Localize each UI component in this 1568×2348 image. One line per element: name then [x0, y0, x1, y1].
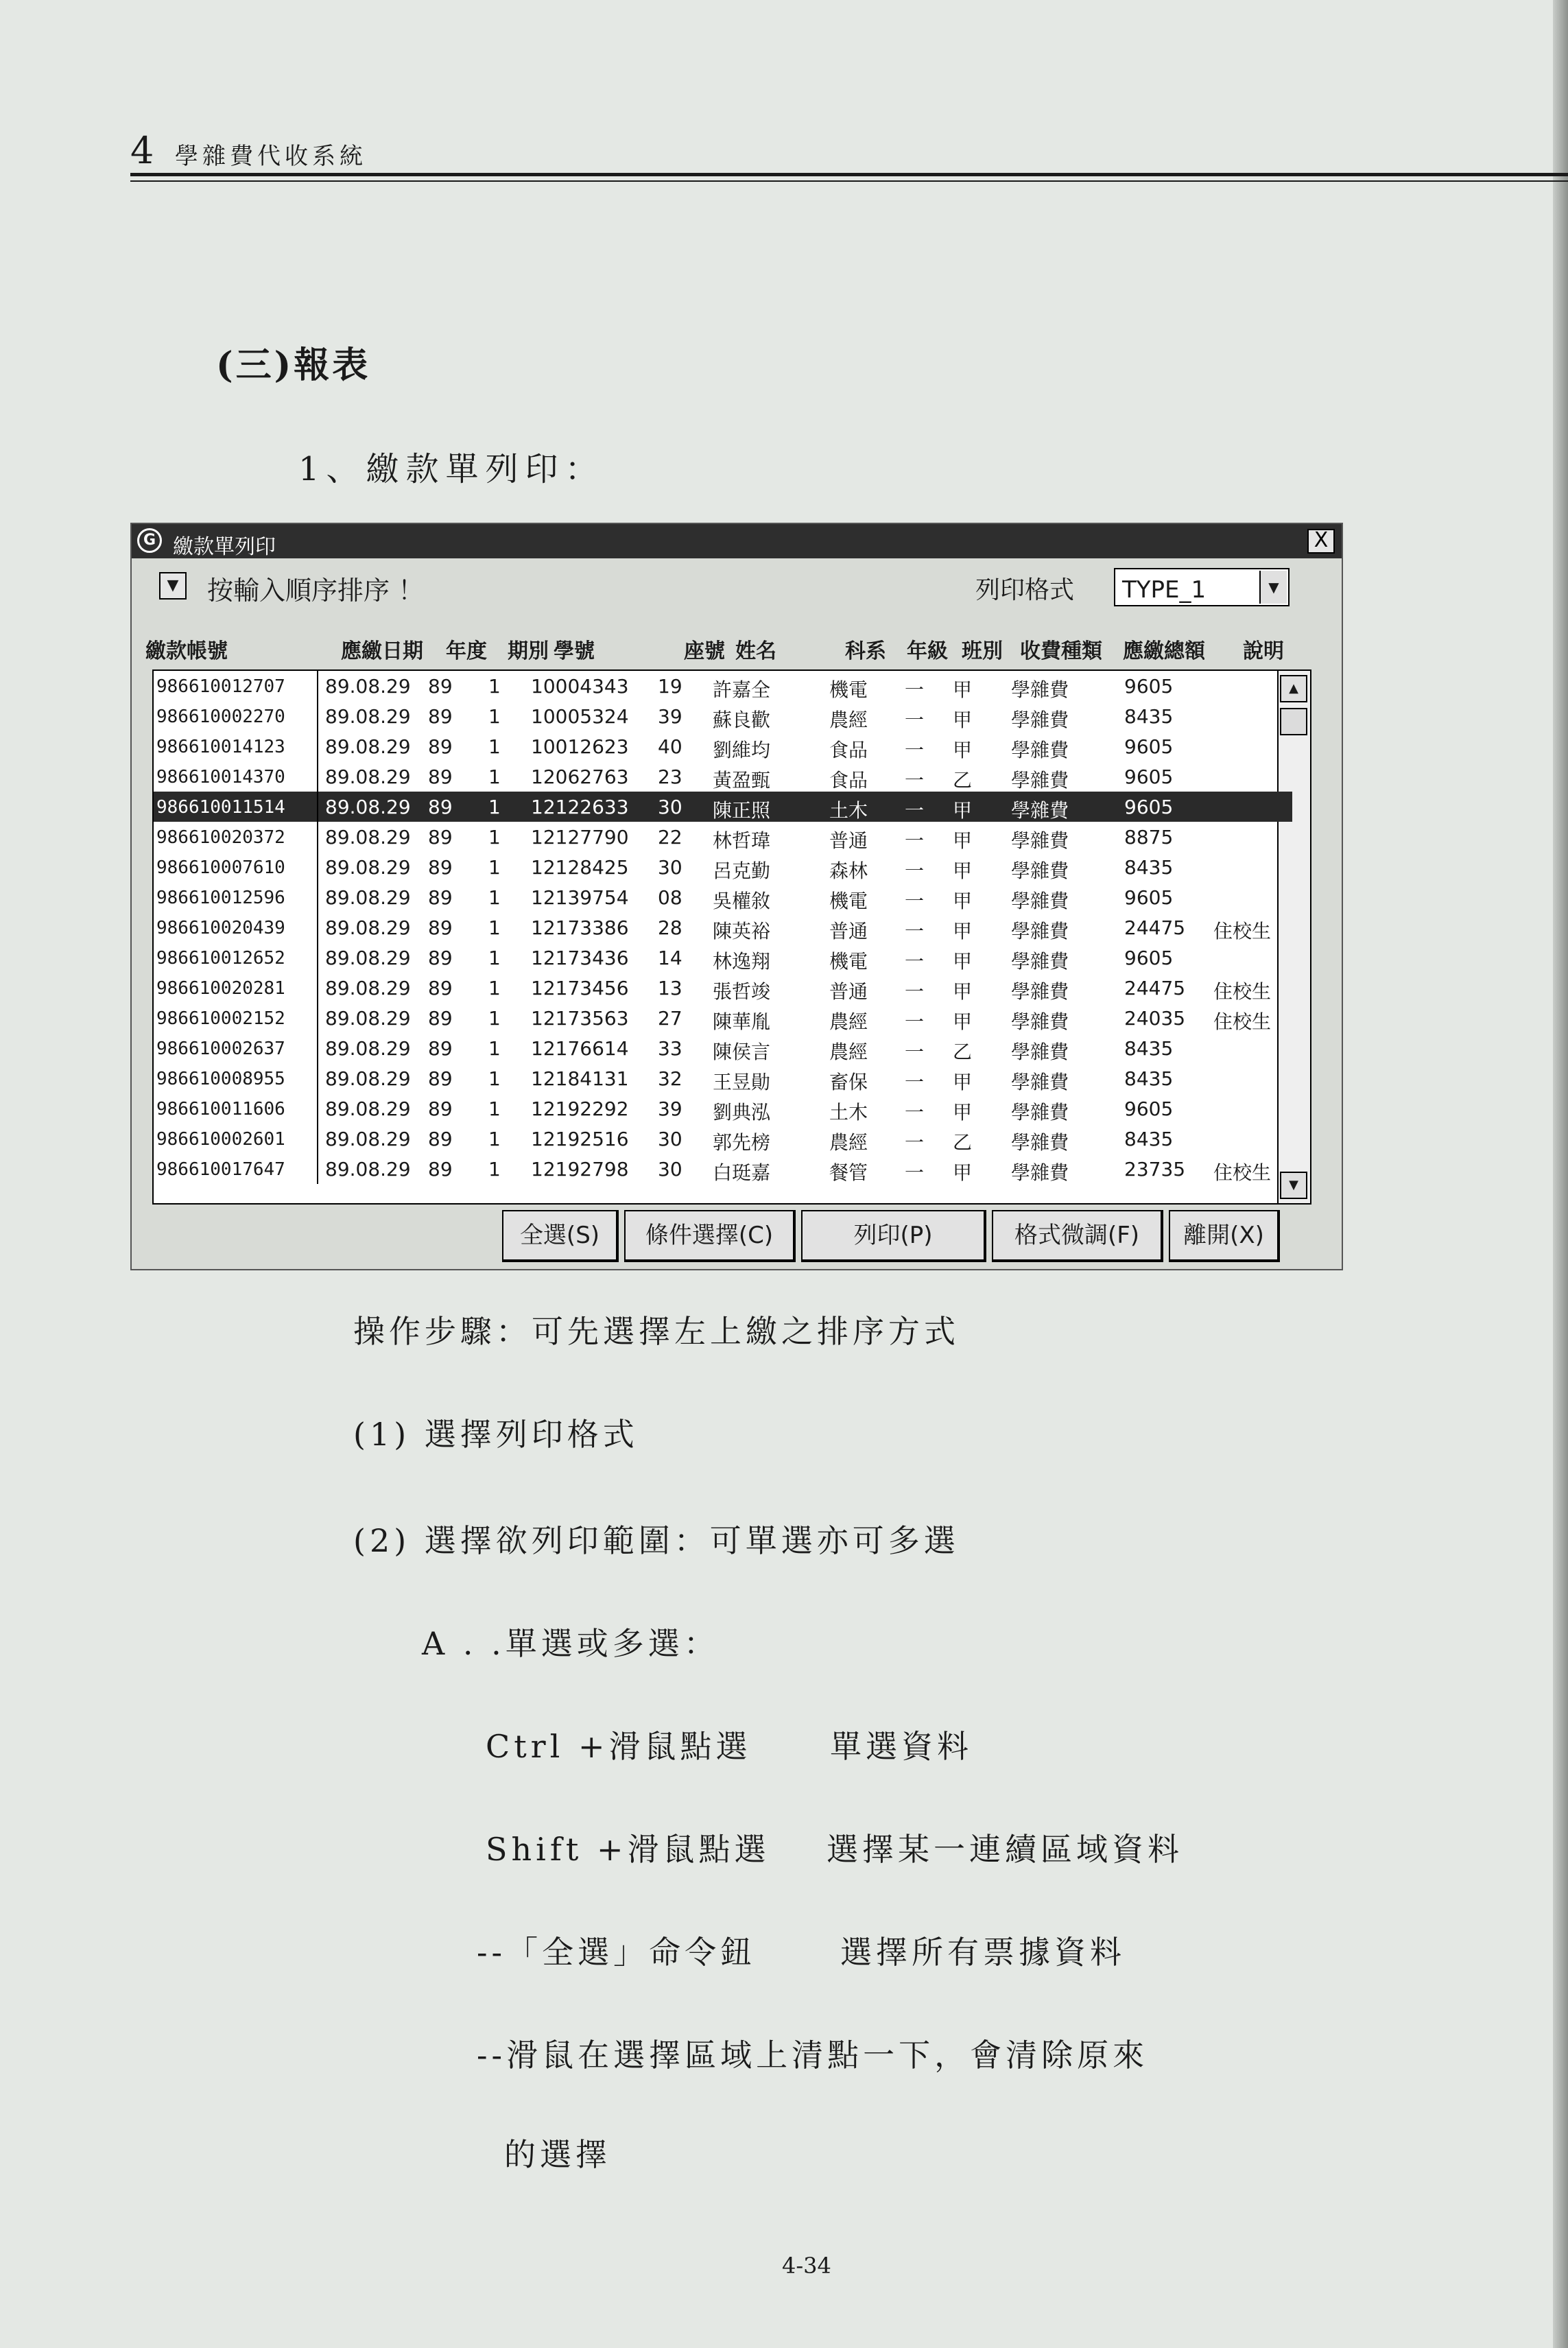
table-cell: 89 — [428, 1098, 453, 1120]
sort-dropdown-button[interactable] — [159, 572, 187, 600]
table-cell: 12139754 — [531, 886, 629, 909]
table-cell: 1 — [488, 1158, 501, 1181]
table-cell: 89 — [428, 766, 453, 788]
table-cell: 學雜費 — [1011, 859, 1069, 882]
table-cell: 10012623 — [531, 735, 629, 758]
table-cell: 986610020372 — [154, 822, 318, 852]
table-cell: 住校生 — [1213, 920, 1272, 942]
table-cell: 學雜費 — [1011, 1010, 1069, 1033]
table-cell: 學雜費 — [1011, 950, 1069, 973]
table-cell: 12184131 — [531, 1067, 629, 1090]
table-cell: 森林 — [829, 859, 868, 882]
table-cell: 甲 — [953, 829, 973, 852]
table-cell: 28 — [658, 916, 682, 939]
format-select[interactable] — [1114, 568, 1290, 606]
column-header: 年度 — [446, 639, 487, 663]
table-cell: 89.08.29 — [325, 826, 411, 849]
table-cell: 23735 — [1124, 1158, 1186, 1181]
table-cell: 甲 — [953, 1071, 973, 1093]
table-cell: 89.08.29 — [325, 1158, 411, 1181]
table-cell: 1 — [488, 1128, 501, 1150]
table-cell: 89.08.29 — [325, 916, 411, 939]
table-cell: 普通 — [829, 829, 868, 852]
step-a: A . .單選或多選： — [422, 1625, 720, 1662]
table-cell: 甲 — [953, 678, 973, 701]
table-cell: 24035 — [1124, 1007, 1186, 1030]
table-cell: 林逸翔 — [713, 950, 771, 973]
table-cell: 89 — [428, 1007, 453, 1030]
column-header: 座號 — [684, 639, 725, 663]
select-all-button[interactable]: 全選(S) — [502, 1210, 619, 1262]
table-cell: 12192292 — [531, 1098, 629, 1120]
table-cell: 王昱勛 — [713, 1071, 771, 1093]
step-1: (1) 選擇列印格式 — [353, 1416, 639, 1453]
table-cell: 一 — [905, 769, 925, 792]
table-cell: 89.08.29 — [325, 735, 411, 758]
table-cell: 986610014370 — [154, 761, 318, 792]
exit-button[interactable]: 離開(X) — [1169, 1210, 1280, 1262]
table-cell: 1 — [488, 675, 501, 698]
table-row[interactable] — [154, 671, 1292, 701]
table-cell: 14 — [658, 947, 682, 969]
table-cell: 土木 — [829, 1101, 868, 1124]
table-cell: 12127790 — [531, 826, 629, 849]
table-cell: 986610017647 — [154, 1154, 318, 1184]
table-row[interactable] — [154, 1154, 1292, 1184]
table-cell: 1 — [488, 826, 501, 849]
shift-key-text: Shift +滑鼠點選 — [486, 1831, 770, 1868]
table-cell: 1 — [488, 916, 501, 939]
table-cell: 986610002637 — [154, 1033, 318, 1063]
table-cell: 1 — [488, 1067, 501, 1090]
column-header: 學號 — [554, 639, 595, 663]
table-cell: 白珽嘉 — [713, 1161, 771, 1184]
table-row[interactable] — [154, 912, 1292, 942]
column-header: 收費種類 — [1020, 639, 1102, 663]
table-cell: 一 — [905, 1131, 925, 1154]
payment-table[interactable] — [152, 669, 1311, 1205]
table-cell: 12192516 — [531, 1128, 629, 1150]
table-cell: 住校生 — [1213, 980, 1272, 1003]
table-cell: 89.08.29 — [325, 1007, 411, 1030]
table-cell: 普通 — [829, 980, 868, 1003]
table-cell: 89.08.29 — [325, 856, 411, 879]
table-row[interactable] — [154, 701, 1292, 731]
table-cell: 一 — [905, 859, 925, 882]
column-header: 姓名 — [735, 639, 776, 663]
table-cell: 9605 — [1124, 766, 1174, 788]
table-cell: 89 — [428, 856, 453, 879]
table-cell: 學雜費 — [1011, 1071, 1069, 1093]
table-cell: 9605 — [1124, 675, 1174, 698]
table-cell: 學雜費 — [1011, 829, 1069, 852]
table-cell: 甲 — [953, 950, 973, 973]
table-cell: 機電 — [829, 950, 868, 973]
table-cell: 甲 — [953, 709, 973, 731]
table-cell: 一 — [905, 1071, 925, 1093]
table-cell: 住校生 — [1213, 1010, 1272, 1033]
table-cell: 一 — [905, 678, 925, 701]
table-cell: 1 — [488, 735, 501, 758]
chapter-title: 學雜費代收系統 — [175, 143, 367, 170]
table-cell: 郭先榜 — [713, 1131, 771, 1154]
table-cell: 39 — [658, 1098, 682, 1120]
chapter-number: 4 — [130, 129, 154, 172]
table-cell: 12176614 — [531, 1037, 629, 1060]
table-cell: 畜保 — [829, 1071, 868, 1093]
table-cell: 13 — [658, 977, 682, 999]
table-cell: 陳侯言 — [713, 1041, 771, 1063]
table-cell: 9605 — [1124, 796, 1174, 818]
table-cell: 23 — [658, 766, 682, 788]
scroll-down-icon[interactable]: ▼ — [1280, 1172, 1307, 1199]
table-cell: 乙 — [953, 1041, 973, 1063]
dialog-titlebar — [132, 524, 1342, 558]
table-cell: 986610008955 — [154, 1063, 318, 1093]
table-cell: 89 — [428, 886, 453, 909]
table-cell: 89 — [428, 796, 453, 818]
page-header — [130, 129, 1568, 187]
table-cell: 986610002152 — [154, 1003, 318, 1033]
table-cell: 986610002270 — [154, 701, 318, 731]
table-cell: 22 — [658, 826, 682, 849]
table-cell: 89.08.29 — [325, 977, 411, 999]
table-cell: 27 — [658, 1007, 682, 1030]
format-label: 列印格式 — [975, 576, 1075, 604]
table-cell: 一 — [905, 920, 925, 942]
dialog-title: 繳款單列印 — [173, 535, 276, 559]
table-cell: 乙 — [953, 769, 973, 792]
table-cell: 1 — [488, 1037, 501, 1060]
header-rule-thin — [130, 180, 1568, 182]
table-cell: 陳正照 — [713, 799, 771, 822]
table-cell: 學雜費 — [1011, 1101, 1069, 1124]
table-cell: 89.08.29 — [325, 705, 411, 728]
table-cell: 89 — [428, 705, 453, 728]
table-cell: 89.08.29 — [325, 766, 411, 788]
table-cell: 1 — [488, 947, 501, 969]
table-cell: 學雜費 — [1011, 799, 1069, 822]
table-cell: 甲 — [953, 799, 973, 822]
table-row[interactable] — [154, 973, 1292, 1003]
table-cell: 一 — [905, 739, 925, 761]
table-row[interactable] — [154, 1093, 1292, 1124]
scroll-up-icon[interactable]: ▲ — [1280, 675, 1307, 702]
table-cell: 19 — [658, 675, 682, 698]
table-cell: 986610011606 — [154, 1093, 318, 1124]
table-cell: 一 — [905, 829, 925, 852]
table-cell: 學雜費 — [1011, 980, 1069, 1003]
table-cell: 12122633 — [531, 796, 629, 818]
app-icon: G — [137, 528, 162, 553]
table-row[interactable] — [154, 1124, 1292, 1154]
table-cell: 機電 — [829, 890, 868, 912]
table-row[interactable] — [154, 882, 1292, 912]
table-cell: 986610020439 — [154, 912, 318, 942]
table-cell: 89 — [428, 1037, 453, 1060]
table-cell: 30 — [658, 856, 682, 879]
table-cell: 許嘉全 — [713, 678, 771, 701]
table-cell: 劉維均 — [713, 739, 771, 761]
steps-intro: 操作步驟：可先選擇左上繳之排序方式 — [353, 1313, 960, 1350]
table-cell: 農經 — [829, 1131, 868, 1154]
table-cell: 一 — [905, 1010, 925, 1033]
table-cell: 1 — [488, 766, 501, 788]
table-cell: 8875 — [1124, 826, 1174, 849]
table-cell: 農經 — [829, 1010, 868, 1033]
table-row[interactable] — [154, 822, 1292, 852]
table-cell: 08 — [658, 886, 682, 909]
table-cell: 986610012707 — [154, 671, 318, 701]
table-cell: 986610012596 — [154, 882, 318, 912]
sort-label: 按輸入順序排序 ！ — [207, 576, 425, 606]
select-all-key-text: --「全選」命令鈕 — [477, 1934, 757, 1971]
table-cell: 甲 — [953, 1010, 973, 1033]
table-cell: 89 — [428, 1128, 453, 1150]
table-cell: 甲 — [953, 890, 973, 912]
table-cell: 普通 — [829, 920, 868, 942]
table-cell: 劉典泓 — [713, 1101, 771, 1124]
format-value: TYPE_1 — [1122, 576, 1207, 604]
table-cell: 986610007610 — [154, 852, 318, 882]
table-cell: 乙 — [953, 1131, 973, 1154]
table-cell: 32 — [658, 1067, 682, 1090]
table-cell: 甲 — [953, 1101, 973, 1124]
table-cell: 39 — [658, 705, 682, 728]
table-cell: 一 — [905, 799, 925, 822]
table-cell: 9605 — [1124, 1098, 1174, 1120]
column-header: 繳款帳號 — [145, 639, 228, 663]
table-cell: 陳華胤 — [713, 1010, 771, 1033]
chevron-down-icon: ▼ — [167, 577, 179, 594]
table-cell: 9605 — [1124, 886, 1174, 909]
table-cell: 89 — [428, 1158, 453, 1181]
table-cell: 陳英裕 — [713, 920, 771, 942]
table-cell: 89 — [428, 977, 453, 999]
table-cell: 12173563 — [531, 1007, 629, 1030]
table-cell: 蘇良歡 — [713, 709, 771, 731]
table-cell: 89 — [428, 1067, 453, 1090]
table-cell: 8435 — [1124, 1037, 1174, 1060]
table-row[interactable] — [154, 792, 1292, 822]
subsection-title: 1、繳款單列印： — [298, 450, 605, 488]
table-cell: 8435 — [1124, 856, 1174, 879]
table-cell: 張哲竣 — [713, 980, 771, 1003]
table-cell: 學雜費 — [1011, 1041, 1069, 1063]
table-row[interactable] — [154, 1003, 1292, 1033]
table-cell: 986610020281 — [154, 973, 318, 1003]
click-clear-text: --滑鼠在選擇區域上清點一下，會清除原來 — [477, 2037, 1149, 2074]
table-cell: 10004343 — [531, 675, 629, 698]
table-cell: 30 — [658, 1158, 682, 1181]
column-header: 年級 — [907, 639, 948, 663]
table-cell: 學雜費 — [1011, 678, 1069, 701]
table-cell: 89.08.29 — [325, 675, 411, 698]
table-cell: 住校生 — [1213, 1161, 1272, 1184]
table-cell: 33 — [658, 1037, 682, 1060]
table-cell: 學雜費 — [1011, 769, 1069, 792]
table-cell: 89 — [428, 826, 453, 849]
table-cell: 甲 — [953, 920, 973, 942]
table-cell: 9605 — [1124, 947, 1174, 969]
table-cell: 餐管 — [829, 1161, 868, 1184]
table-row[interactable] — [154, 1033, 1292, 1063]
table-cell: 8435 — [1124, 1128, 1174, 1150]
table-cell: 農經 — [829, 1041, 868, 1063]
format-adjust-button[interactable]: 格式微調(F) — [992, 1210, 1163, 1262]
close-button[interactable]: X — [1307, 529, 1335, 554]
page-edge — [1553, 0, 1568, 2348]
table-cell: 8435 — [1124, 1067, 1174, 1090]
chevron-down-icon[interactable]: ▼ — [1259, 571, 1287, 604]
table-cell: 食品 — [829, 739, 868, 761]
table-cell: 黃盈甄 — [713, 769, 771, 792]
table-cell: 學雜費 — [1011, 1131, 1069, 1154]
table-cell: 一 — [905, 890, 925, 912]
table-cell: 89 — [428, 675, 453, 698]
table-cell: 食品 — [829, 769, 868, 792]
table-cell: 林哲瑋 — [713, 829, 771, 852]
print-dialog — [130, 523, 1343, 1270]
table-cell: 一 — [905, 709, 925, 731]
ctrl-key-text: Ctrl +滑鼠點選 — [486, 1728, 752, 1765]
table-cell: 89 — [428, 947, 453, 969]
table-cell: 12173456 — [531, 977, 629, 999]
table-cell: 986610011514 — [154, 792, 318, 822]
table-cell: 學雜費 — [1011, 1161, 1069, 1184]
column-header: 科系 — [845, 639, 886, 663]
table-cell: 1 — [488, 856, 501, 879]
table-cell: 甲 — [953, 739, 973, 761]
table-cell: 8435 — [1124, 705, 1174, 728]
table-row[interactable] — [154, 942, 1292, 973]
table-cell: 89 — [428, 735, 453, 758]
table-cell: 10005324 — [531, 705, 629, 728]
table-cell: 12173386 — [531, 916, 629, 939]
column-header: 應繳日期 — [341, 639, 423, 663]
select-all-desc-text: 選擇所有票據資料 — [840, 1934, 1126, 1971]
column-header: 期別 — [508, 639, 549, 663]
table-cell: 30 — [658, 1128, 682, 1150]
table-cell: 農經 — [829, 709, 868, 731]
table-cell: 986610014123 — [154, 731, 318, 761]
table-row[interactable] — [154, 1063, 1292, 1093]
table-cell: 學雜費 — [1011, 739, 1069, 761]
table-cell: 甲 — [953, 859, 973, 882]
table-cell: 1 — [488, 705, 501, 728]
table-cell: 89.08.29 — [325, 1037, 411, 1060]
table-cell: 89.08.29 — [325, 886, 411, 909]
print-button[interactable]: 列印(P) — [801, 1210, 986, 1262]
table-row[interactable] — [154, 761, 1292, 792]
table-cell: 12062763 — [531, 766, 629, 788]
table-cell: 89.08.29 — [325, 1067, 411, 1090]
table-cell: 吳權敘 — [713, 890, 771, 912]
table-cell: 12128425 — [531, 856, 629, 879]
table-cell: 24475 — [1124, 977, 1186, 999]
condition-select-button[interactable]: 條件選擇(C) — [624, 1210, 796, 1262]
table-cell: 呂克勤 — [713, 859, 771, 882]
table-cell: 12173436 — [531, 947, 629, 969]
table-cell: 30 — [658, 796, 682, 818]
table-cell: 24475 — [1124, 916, 1186, 939]
table-cell: 甲 — [953, 980, 973, 1003]
table-cell: 土木 — [829, 799, 868, 822]
header-rule — [130, 173, 1568, 176]
table-cell: 9605 — [1124, 735, 1174, 758]
click-clear-text-2: 的選擇 — [504, 2136, 611, 2173]
table-cell: 12192798 — [531, 1158, 629, 1181]
table-cell: 1 — [488, 796, 501, 818]
table-cell: 學雜費 — [1011, 920, 1069, 942]
table-cell: 一 — [905, 1041, 925, 1063]
table-cell: 1 — [488, 1098, 501, 1120]
section-title: (三)報表 — [216, 344, 371, 386]
table-cell: 一 — [905, 1161, 925, 1184]
table-cell: 89.08.29 — [325, 1098, 411, 1120]
table-cell: 89 — [428, 916, 453, 939]
table-cell: 一 — [905, 980, 925, 1003]
table-cell: 89.08.29 — [325, 1128, 411, 1150]
table-cell: 89.08.29 — [325, 796, 411, 818]
table-row[interactable] — [154, 852, 1292, 882]
table-cell: 89.08.29 — [325, 947, 411, 969]
shift-desc-text: 選擇某一連續區域資料 — [827, 1831, 1183, 1868]
page-number: 4-34 — [782, 2253, 831, 2279]
column-header: 應繳總額 — [1123, 639, 1205, 663]
table-cell: 1 — [488, 1007, 501, 1030]
table-cell: 1 — [488, 886, 501, 909]
table-cell: 1 — [488, 977, 501, 999]
column-header: 說明 — [1243, 639, 1284, 663]
ctrl-desc-text: 單選資料 — [830, 1728, 973, 1765]
table-cell: 一 — [905, 1101, 925, 1124]
table-row[interactable] — [154, 731, 1292, 761]
table-cell: 一 — [905, 950, 925, 973]
table-cell: 機電 — [829, 678, 868, 701]
table-cell: 學雜費 — [1011, 890, 1069, 912]
column-header: 班別 — [962, 639, 1003, 663]
table-cell: 學雜費 — [1011, 709, 1069, 731]
step-2: (2) 選擇欲列印範圍：可單選亦可多選 — [353, 1522, 960, 1559]
table-cell: 甲 — [953, 1161, 973, 1184]
table-cell: 986610012652 — [154, 942, 318, 973]
column-headers — [132, 634, 1339, 661]
table-cell: 40 — [658, 735, 682, 758]
table-cell: 986610002601 — [154, 1124, 318, 1154]
